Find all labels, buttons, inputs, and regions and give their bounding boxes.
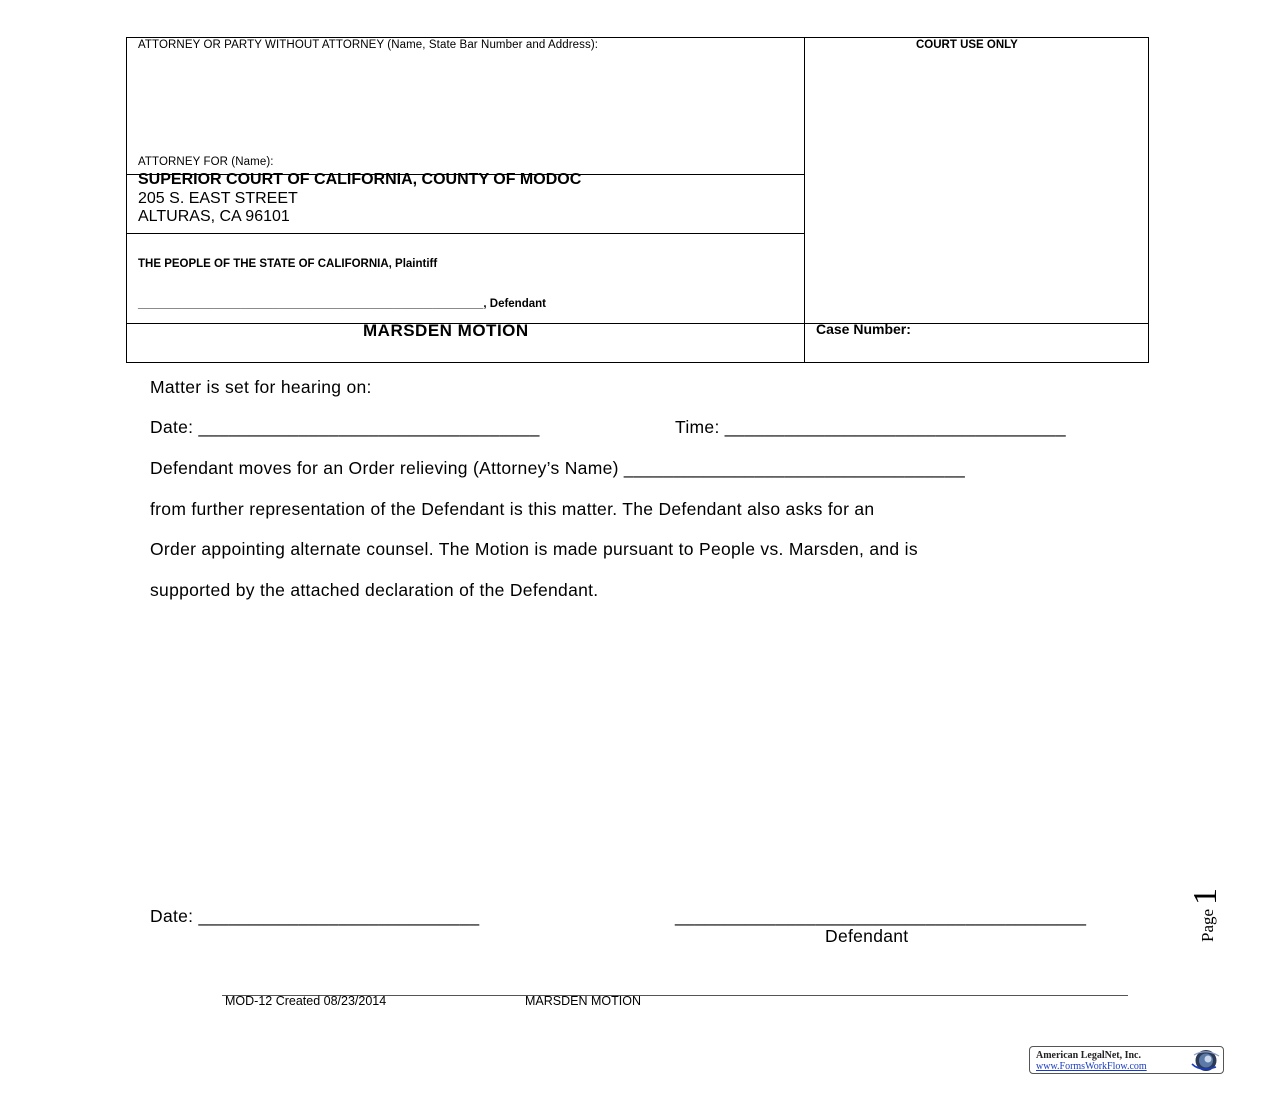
- court-name: SUPERIOR COURT OF CALIFORNIA, COUNTY OF MODOC: [138, 171, 582, 188]
- court-city: ALTURAS, CA 96101: [138, 208, 290, 225]
- signature-line: _________________________________________: [675, 906, 1087, 926]
- page-number-marker: [1150, 880, 1240, 950]
- defendant-signature-label: Defendant: [825, 926, 909, 946]
- footer-form-code: MOD-12 Created 08/23/2014: [225, 994, 387, 1008]
- defendant-line: ______________________________________________________, Defendant: [138, 298, 546, 310]
- motion-line-2: from further representation of the Defendant is this matter. The Defendant also asks for an: [150, 499, 875, 519]
- page-word: Page: [1198, 908, 1217, 942]
- caption-box: [126, 37, 1149, 363]
- signature-date-field: Date: ____________________________: [150, 906, 480, 926]
- hearing-intro: Matter is set for hearing on:: [150, 377, 372, 397]
- hearing-time-field: Time: __________________________________: [675, 417, 1066, 437]
- motion-line-1: Defendant moves for an Order relieving (Attorney’s Name) __________________________________: [150, 458, 966, 478]
- attorney-for-label: ATTORNEY FOR (Name):: [138, 156, 274, 168]
- motion-line-3: Order appointing alternate counsel. The Motion is made pursuant to People vs. Marsden, and is: [150, 539, 918, 559]
- caption-divider-title: [127, 323, 1148, 324]
- badge-url-link[interactable]: www.FormsWorkFlow.com: [1036, 1061, 1147, 1072]
- footer-form-name: MARSDEN MOTION: [525, 994, 641, 1008]
- badge-company-name: American LegalNet, Inc.: [1036, 1050, 1141, 1061]
- court-street: 205 S. EAST STREET: [138, 190, 298, 207]
- page-number: 1: [1187, 888, 1224, 905]
- motion-line-4: supported by the attached declaration of the Defendant.: [150, 580, 599, 600]
- caption-vertical-divider: [804, 38, 805, 362]
- globe-logo-icon: [1186, 1048, 1222, 1073]
- form-title: MARSDEN MOTION: [363, 321, 529, 340]
- case-number-label: Case Number:: [816, 321, 911, 337]
- forms-workflow-badge[interactable]: [1029, 1046, 1224, 1074]
- caption-divider-parties: [127, 233, 804, 234]
- attorney-label: ATTORNEY OR PARTY WITHOUT ATTORNEY (Name, State Bar Number and Address):: [138, 39, 599, 51]
- court-use-only-label: COURT USE ONLY: [916, 39, 1018, 51]
- plaintiff-line: THE PEOPLE OF THE STATE OF CALIFORNIA, Plaintiff: [138, 258, 438, 270]
- hearing-date-field: Date: __________________________________: [150, 417, 540, 437]
